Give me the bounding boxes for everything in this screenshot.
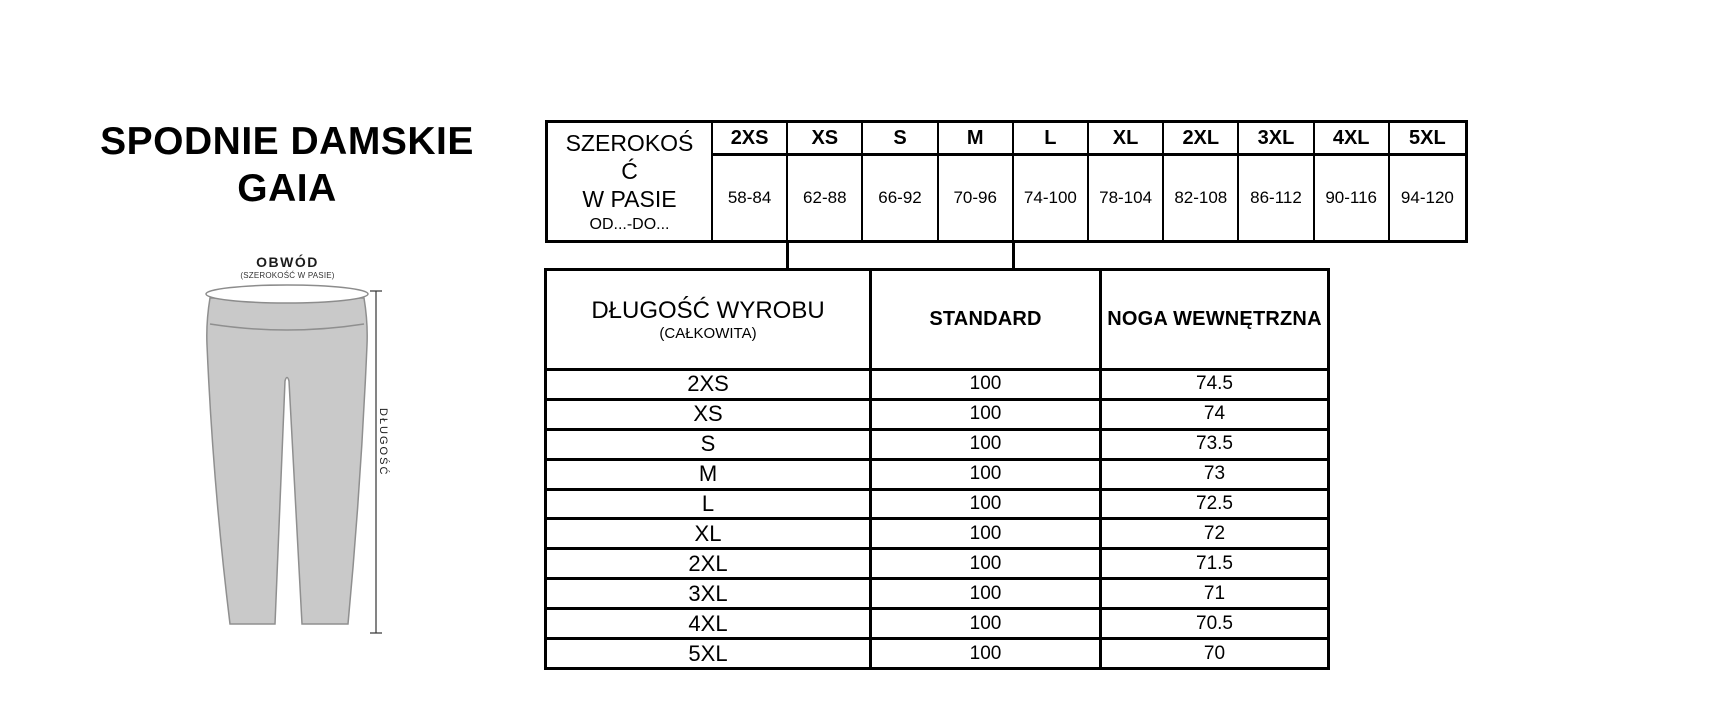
length-size-xs: XS <box>547 398 869 428</box>
length-header-cell <box>547 271 869 368</box>
waist-range-s: 66-92 <box>863 156 938 240</box>
length-standard-2xs: 100 <box>869 368 1099 398</box>
length-innerleg-s: 73.5 <box>1099 428 1327 458</box>
waist-width-header-line1: SZEROKOŚ <box>565 129 694 156</box>
length-standard-5xl: 100 <box>869 637 1099 667</box>
standard-header-cell: STANDARD <box>869 271 1099 368</box>
length-innerleg-3xl: 71 <box>1099 577 1327 607</box>
length-innerleg-4xl: 70.5 <box>1099 607 1327 637</box>
table-connector-line-right <box>1012 243 1015 268</box>
length-innerleg-2xl: 71.5 <box>1099 547 1327 577</box>
length-standard-xs: 100 <box>869 398 1099 428</box>
length-size-l: L <box>547 488 869 518</box>
waist-width-header-line3: W PASIE <box>582 185 677 212</box>
page-title-line1: SPODNIE DAMSKIE <box>100 120 474 163</box>
size-header-m: M <box>939 123 1014 156</box>
length-innerleg-xs: 74 <box>1099 398 1327 428</box>
page-title-line2: GAIA <box>237 167 337 210</box>
waist-range-4xl: 90-116 <box>1315 156 1390 240</box>
length-size-xl: XL <box>547 517 869 547</box>
length-standard-3xl: 100 <box>869 577 1099 607</box>
length-innerleg-2xs: 74.5 <box>1099 368 1327 398</box>
length-size-s: S <box>547 428 869 458</box>
waist-range-2xs: 58-84 <box>713 156 788 240</box>
waist-range-2xl: 82-108 <box>1164 156 1239 240</box>
length-standard-xl: 100 <box>869 517 1099 547</box>
pants-diagram <box>180 250 410 650</box>
length-standard-l: 100 <box>869 488 1099 518</box>
table-connector-line-left <box>786 243 789 268</box>
waist-measure-sublabel: (SZEROKOŚĆ W PASIE) <box>240 271 335 280</box>
length-standard-2xl: 100 <box>869 547 1099 577</box>
waist-range-5xl: 94-120 <box>1400 188 1454 207</box>
waist-measure-label: OBWÓD <box>256 254 319 270</box>
size-header-2xs: 2XS <box>713 123 788 156</box>
size-header-2xl: 2XL <box>1164 123 1239 156</box>
length-size-5xl: 5XL <box>547 637 869 667</box>
length-standard-m: 100 <box>869 458 1099 488</box>
length-size-3xl: 3XL <box>547 577 869 607</box>
length-header-line1: DŁUGOŚĆ WYROBU <box>591 296 825 324</box>
length-innerleg-5xl: 70 <box>1099 637 1327 667</box>
waist-width-table <box>545 120 1468 243</box>
waist-range-xl: 78-104 <box>1089 156 1164 240</box>
garment-length-table <box>544 268 1330 670</box>
length-size-2xs: 2XS <box>547 368 869 398</box>
length-innerleg-l: 72.5 <box>1099 488 1327 518</box>
waist-opening-ellipse <box>206 285 368 303</box>
length-size-2xl: 2XL <box>547 547 869 577</box>
inner-leg-header-cell: NOGA WEWNĘTRZNA <box>1099 271 1327 368</box>
waist-width-header-sub: OD...-DO... <box>589 215 670 233</box>
waist-range-3xl: 86-112 <box>1239 156 1314 240</box>
size-header-xs: XS <box>788 123 863 156</box>
size-header-s: S <box>863 123 938 156</box>
length-header-line2: (CAŁKOWITA) <box>659 324 757 342</box>
waist-range-m: 70-96 <box>939 156 1014 240</box>
pants-outline <box>207 298 367 624</box>
size-header-xl: XL <box>1089 123 1164 156</box>
size-header-l: L <box>1014 123 1089 156</box>
waist-width-header-line2: Ć <box>621 157 638 184</box>
length-innerleg-m: 73 <box>1099 458 1327 488</box>
size-header-3xl: 3XL <box>1239 123 1314 156</box>
size-header-5xl: 5XL <box>1390 123 1465 156</box>
length-size-4xl: 4XL <box>547 607 869 637</box>
length-measure-label: DŁUGOŚĆ <box>377 408 389 477</box>
length-standard-4xl: 100 <box>869 607 1099 637</box>
waist-width-header-cell <box>548 123 713 240</box>
page-title <box>62 118 512 212</box>
waist-range-l: 74-100 <box>1014 156 1089 240</box>
size-header-4xl: 4XL <box>1315 123 1390 156</box>
waist-range-xs: 62-88 <box>788 156 863 240</box>
length-standard-s: 100 <box>869 428 1099 458</box>
length-size-m: M <box>547 458 869 488</box>
length-innerleg-xl: 72 <box>1099 517 1327 547</box>
